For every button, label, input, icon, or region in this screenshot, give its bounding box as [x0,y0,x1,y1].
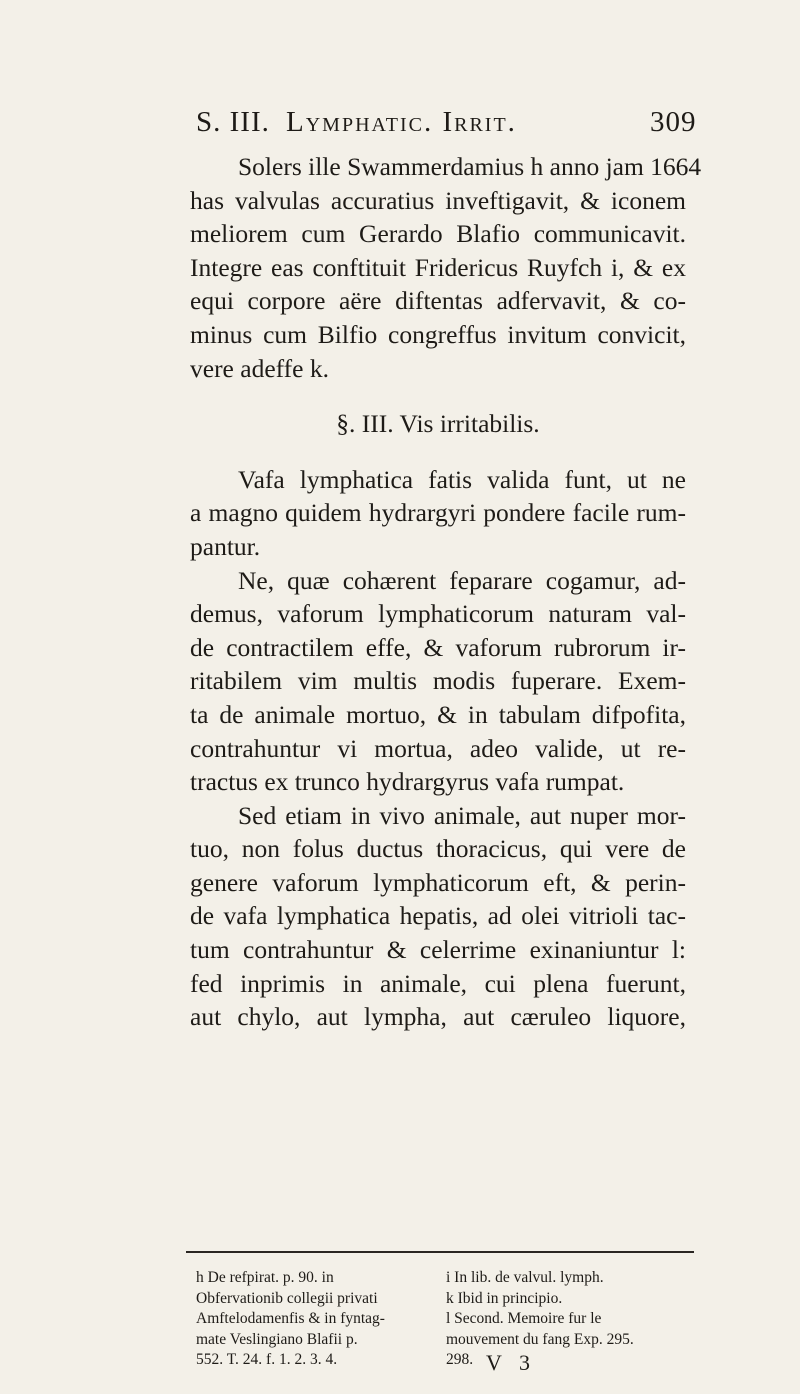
text-line: demus, vaforum lymphaticorum naturam val- [190,599,686,629]
text-line: Integre eas conftituit Fridericus Ruyfch i, & ex [190,252,686,282]
running-header [0,100,800,150]
header-section: S. III. [196,106,270,138]
footnote-line: 298. [446,1351,474,1368]
footnotes-left [196,1268,434,1371]
footnotes-right [446,1268,700,1371]
footnote-line: h De refpirat. p. 90. in [196,1269,334,1286]
text-line: fed inprimis in animale, cui plena fuerunt, [190,968,686,998]
text-line: de contractilem effe, & vaforum rubrorum ir- [190,632,686,662]
text-line: ta de animale mortuo, & in tabulam difpofita, [190,699,686,729]
text-line: tum contrahuntur & celerrime exinaniuntur l: [190,935,686,965]
footnote-line: Amftelodamenfis & in fyntag- [196,1310,385,1327]
text-line: a magno quidem hydrargyri pondere facile rum- [190,498,686,528]
text-line: Vafa lymphatica fatis valida funt, ut ne [238,464,686,494]
footnote-line: mouvement du fang Exp. 295. [446,1330,634,1348]
footnote-line: 552. T. 24. f. 1. 2. 3. 4. [196,1351,338,1368]
text-line: Solers ille Swammerdamius h anno jam 1664 [238,152,702,181]
text-line: Sed etiam in vivo animale, aut nuper mor- [238,800,686,830]
footnote-rule [186,1251,694,1253]
text-line: de vafa lymphatica hepatis, ad olei vitrioli tac- [190,901,686,931]
footnote-line: Obfervationib collegii privati [196,1289,378,1307]
text-line: pantur. [190,531,261,561]
text-line: contrahuntur vi mortua, adeo valide, ut re- [190,733,686,763]
section-heading: §. III. Vis irritabilis. [336,409,540,439]
page-number: 309 [650,106,697,138]
text-line: tractus ex trunco hydrargyrus vafa rumpat. [190,767,625,797]
footnote-line: l Second. Memoire fur le [446,1310,602,1327]
text-line: ritabilem vim multis modis fuperare. Exem- [190,666,686,696]
text-line: tuo, non folus ductus thoracicus, qui vere de [190,834,686,864]
text-line: has valvulas accuratius inveftigavit, & iconem [190,185,686,215]
text-line: genere vaforum lymphaticorum eft, & perin- [190,867,686,897]
text-line: equi corpore aëre diftentas adfervavit, & co- [190,286,686,316]
text-line: vere adeffe k. [190,353,329,383]
text-line: Ne, quæ cohærent feparare cogamur, ad- [238,565,686,595]
header-title: Lymphatic. Irrit. [286,106,517,138]
main-text [190,150,702,1034]
footnote-line: i In lib. de valvul. lymph. [446,1269,604,1286]
signature-mark: V 3 [486,1350,536,1375]
text-line: minus cum Bilfio congreffus invitum convicit, [190,319,686,349]
footnote-line: mate Veslingiano Blafii p. [196,1330,358,1348]
footnote-line: k Ibid in principio. [446,1289,563,1307]
text-line: aut chylo, aut lympha, aut cæruleo liquore, [190,1002,686,1032]
text-line: meliorem cum Gerardo Blafio communicavit. [190,219,686,249]
